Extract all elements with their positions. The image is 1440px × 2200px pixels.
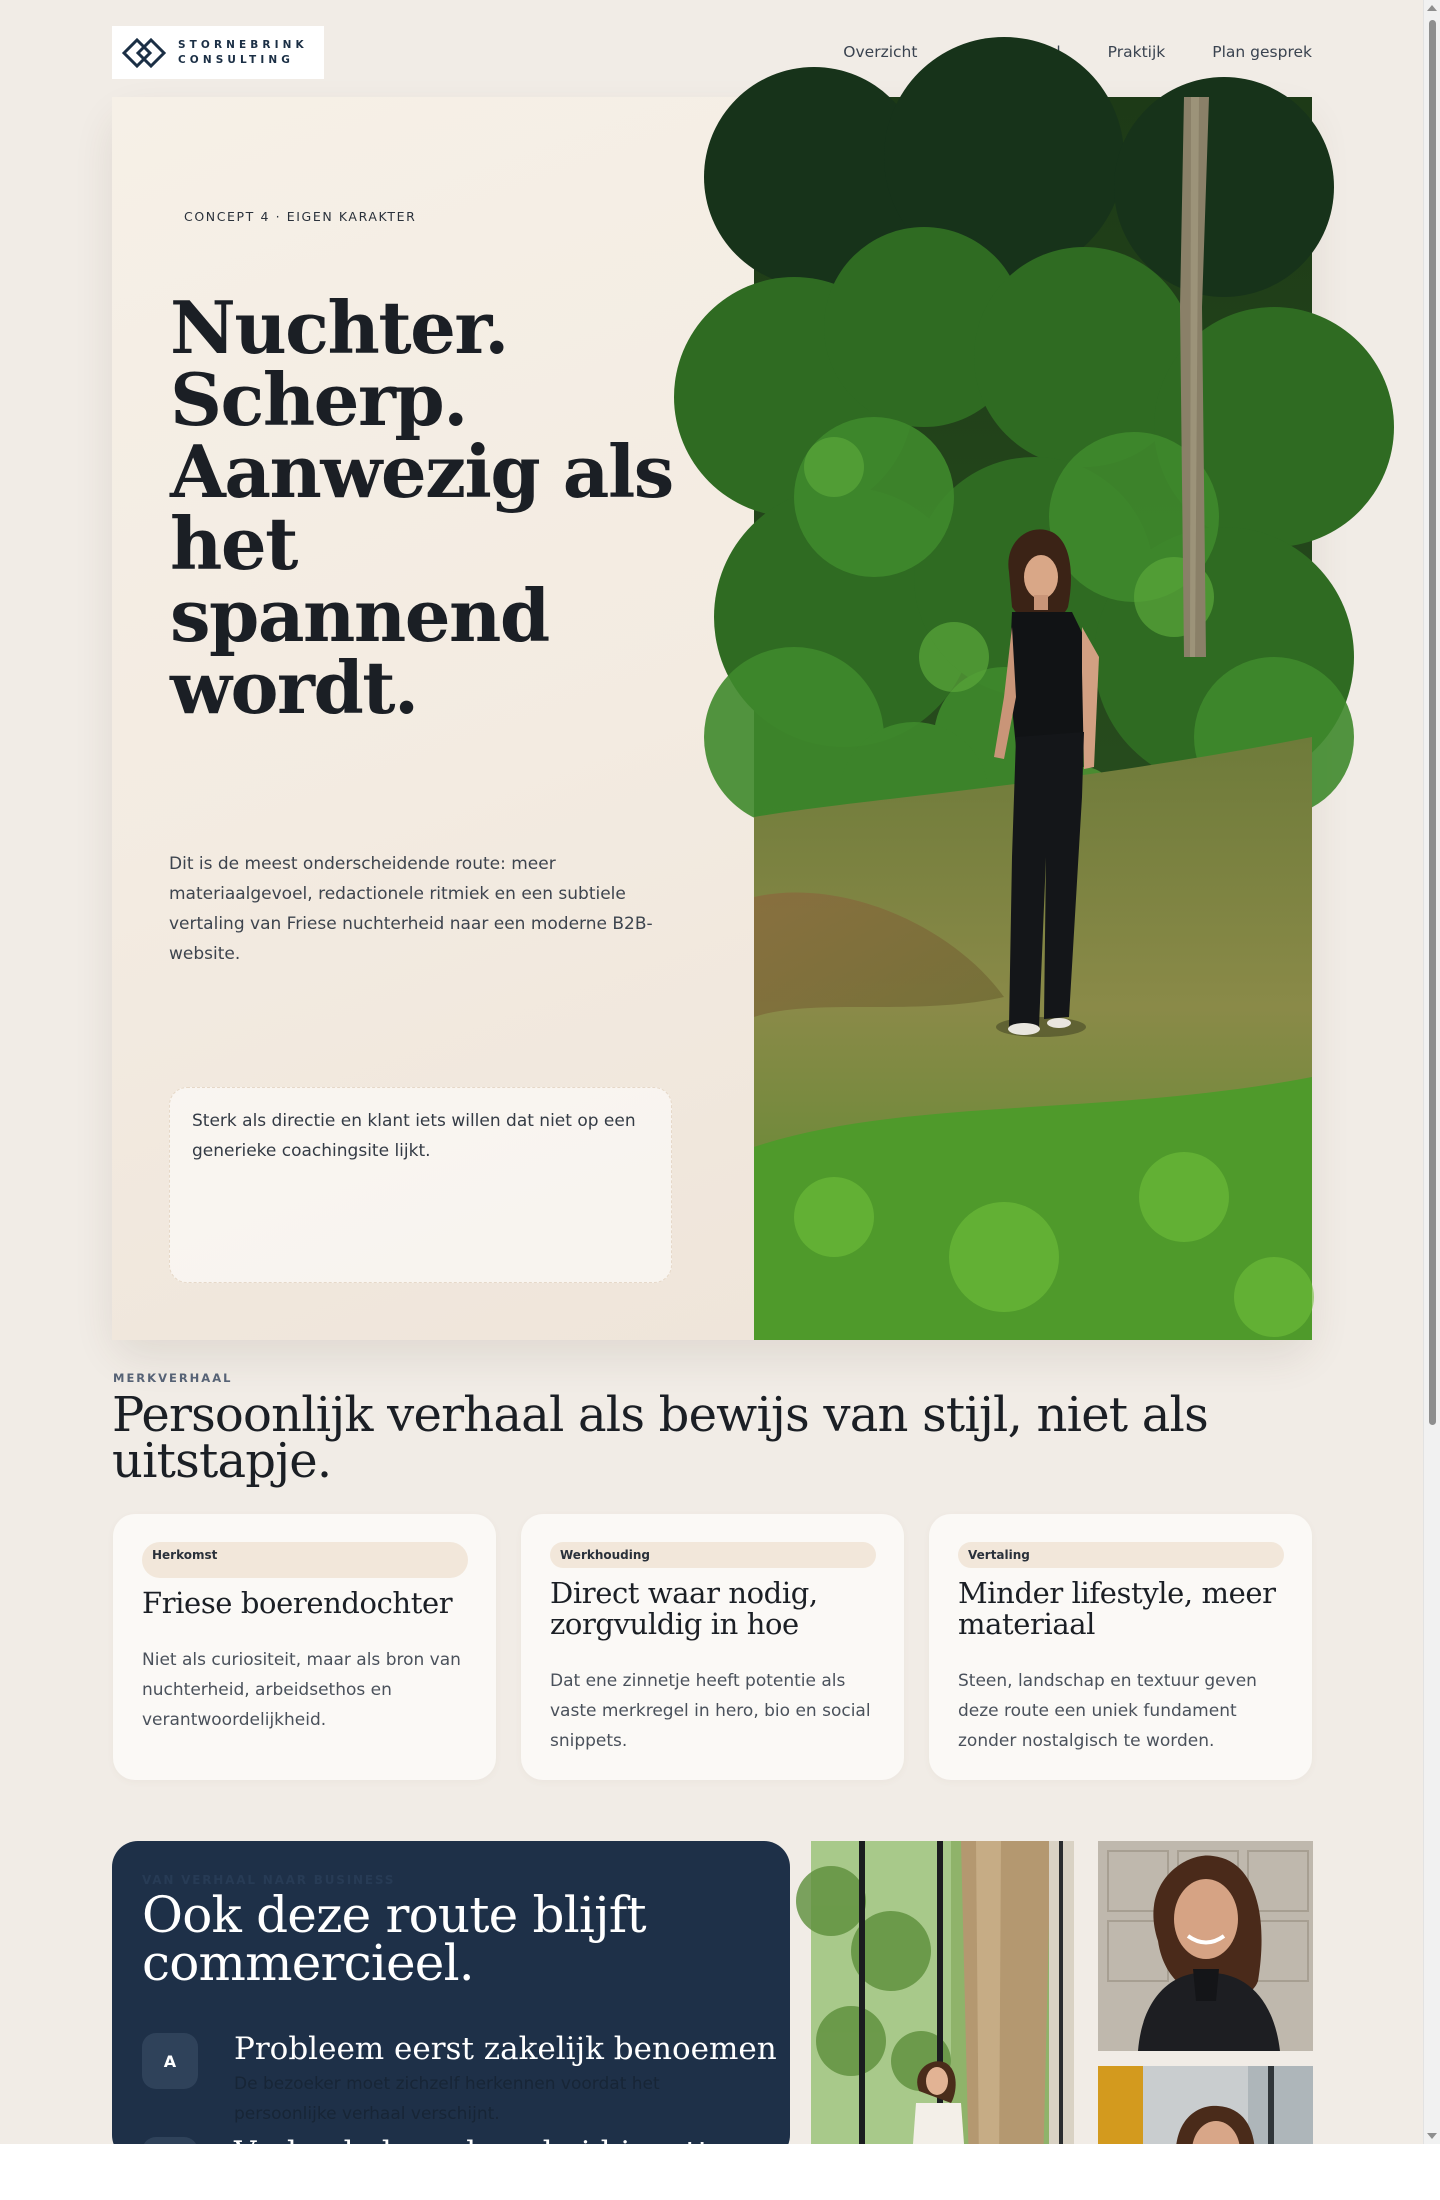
hero — [112, 97, 1312, 1340]
hero-lead: Dit is de meest onderscheidende route: meer materiaalgevoel, redactionele ritmiek en een subtiele vertaling van Friese nuchterheid naar een moderne B2B-website. — [169, 854, 653, 964]
hero-title-line: wordt. — [170, 645, 418, 730]
hero-title-line: het — [170, 501, 297, 586]
hero-title-line: Nuchter. — [170, 285, 508, 370]
scroll-thumb[interactable] — [1429, 20, 1436, 1425]
logo[interactable] — [112, 26, 324, 79]
nav-overzicht[interactable]: Overzicht — [843, 43, 918, 61]
nav-plan-gesprek[interactable]: Plan gesprek — [1212, 43, 1312, 61]
hero-eyebrow: CONCEPT 4 · EIGEN KARAKTER — [184, 209, 417, 224]
hero-title-line: spannend — [170, 573, 549, 658]
hero-title-line: Aanwezig als — [170, 429, 673, 514]
card-title: Direct waar nodig, zorgvuldig in hoe — [550, 1576, 818, 1641]
portrait-photo-illustration — [1098, 1841, 1313, 2051]
step-text: De bezoeker moet zichzelf herkennen voordat het persoonlijke verhaal verschijnt. — [234, 2074, 660, 2124]
viewport-bottom — [0, 2144, 1440, 2200]
hero-text-panel — [112, 97, 754, 1340]
card-herkomst — [113, 1514, 496, 1780]
scroll-up-arrow-icon[interactable] — [1427, 5, 1437, 11]
card-text: Steen, landschap en textuur geven deze route een uniek fundament zonder nostalgisch te worden. — [958, 1671, 1257, 1751]
diamond-logo-icon — [118, 33, 170, 73]
merkverhaal-label: MERKVERHAAL — [113, 1371, 233, 1385]
business-title: Ook deze route blijft commercieel. — [142, 1886, 646, 1992]
forest-photo-illustration — [754, 97, 1312, 1340]
site-header — [112, 25, 1312, 79]
nav-praktijk[interactable]: Praktijk — [1107, 43, 1166, 61]
logo-wordmark — [178, 38, 308, 68]
card-tag: Vertaling — [958, 1542, 1284, 1568]
card-text: Dat ene zinnetje heeft potentie als vaste merkregel in hero, bio en social snippets. — [550, 1671, 871, 1751]
photo-stone-column — [811, 1841, 1074, 2171]
business-eyebrow: VAN VERHAAL NAAR BUSINESS — [142, 1873, 396, 1887]
card-text: Niet als curiositeit, maar als bron van nuchterheid, arbeidsethos en verantwoordelijkheid. — [142, 1650, 461, 1730]
stone-column-photo-illustration — [811, 1841, 1074, 2171]
scroll-down-arrow-icon[interactable] — [1427, 2133, 1437, 2139]
step-title: Probleem eerst zakelijk benoemen — [234, 2031, 777, 2067]
story-cards — [113, 1514, 1313, 1780]
logo-line-1: STORNEBRINK — [178, 38, 308, 51]
photo-portrait-tiled-wall — [1098, 1841, 1313, 2051]
card-werkhouding — [521, 1514, 904, 1780]
vertical-scrollbar[interactable] — [1423, 0, 1440, 2144]
card-tag: Herkomst — [142, 1542, 468, 1578]
card-tag: Werkhouding — [550, 1542, 876, 1568]
step-badge: A — [142, 2033, 198, 2089]
hero-title-line: Scherp. — [170, 357, 467, 442]
business-panel — [112, 1841, 790, 2161]
merkverhaal-title: Persoonlijk verhaal als bewijs van stijl, niet als uitstapje. — [112, 1387, 1208, 1489]
hero-photo-woman-in-forest — [754, 97, 1312, 1340]
hero-note-box: Sterk als directie en klant iets willen dat niet op een generieke coachingsite lijkt. — [169, 1087, 672, 1283]
card-title: Minder lifestyle, meer materiaal — [958, 1576, 1276, 1641]
card-vertaling — [929, 1514, 1312, 1780]
logo-line-2: CONSULTING — [178, 53, 294, 66]
hero-title — [170, 285, 690, 730]
card-title: Friese boerendochter — [142, 1586, 453, 1620]
